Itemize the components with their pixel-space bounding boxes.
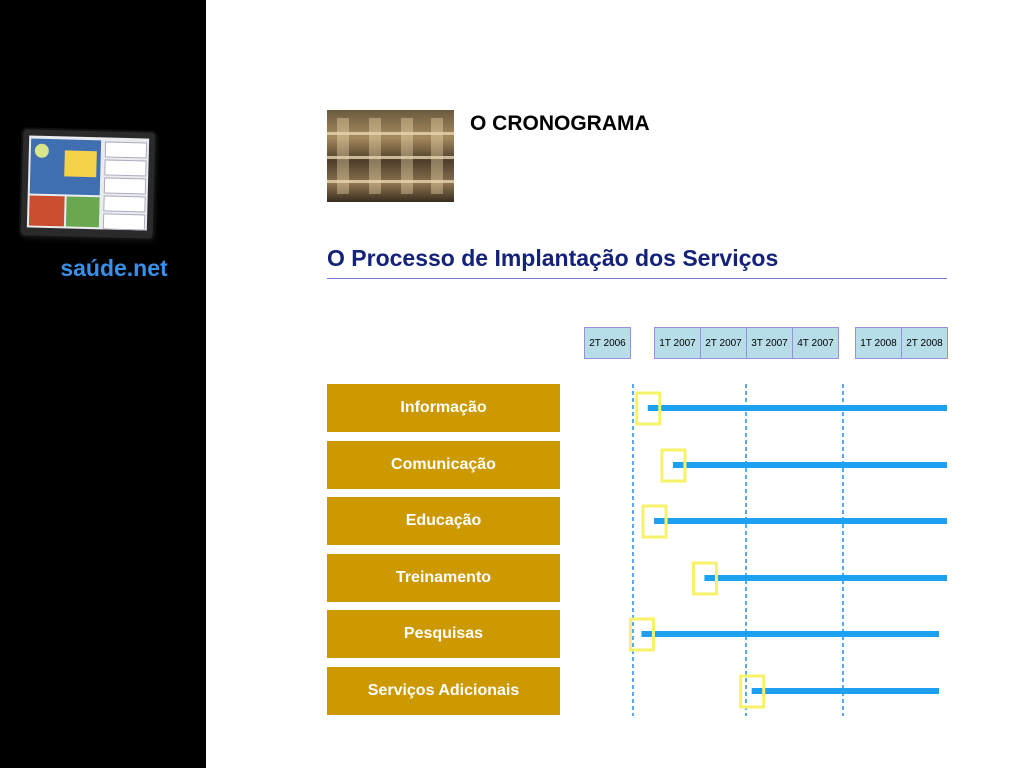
timeline-bar — [704, 575, 947, 581]
quarter-header: 2T 2007 — [700, 327, 747, 359]
slide-title: O CRONOGRAMA — [470, 112, 650, 135]
timeline-bar — [752, 688, 939, 694]
task-label: Serviços Adicionais — [327, 667, 560, 715]
task-label: Comunicação — [327, 441, 560, 489]
quarter-header: 2T 2006 — [584, 327, 631, 359]
task-label: Informação — [327, 384, 560, 432]
timeline-bar — [641, 631, 939, 637]
quarter-header: 3T 2007 — [746, 327, 793, 359]
section-subtitle: O Processo de Implantação dos Serviços — [327, 245, 779, 271]
task-label: Treinamento — [327, 554, 560, 602]
quarter-header: 4T 2007 — [792, 327, 839, 359]
timeline-bar — [648, 405, 947, 411]
quarter-header: 1T 2008 — [855, 327, 902, 359]
timeline-bar — [673, 462, 947, 468]
quarter-header: 1T 2007 — [654, 327, 701, 359]
quarter-header: 2T 2008 — [901, 327, 948, 359]
task-label: Educação — [327, 497, 560, 545]
brand-label: saúde.net — [60, 255, 168, 281]
task-label: Pesquisas — [327, 610, 560, 658]
timeline-bar — [654, 518, 947, 524]
